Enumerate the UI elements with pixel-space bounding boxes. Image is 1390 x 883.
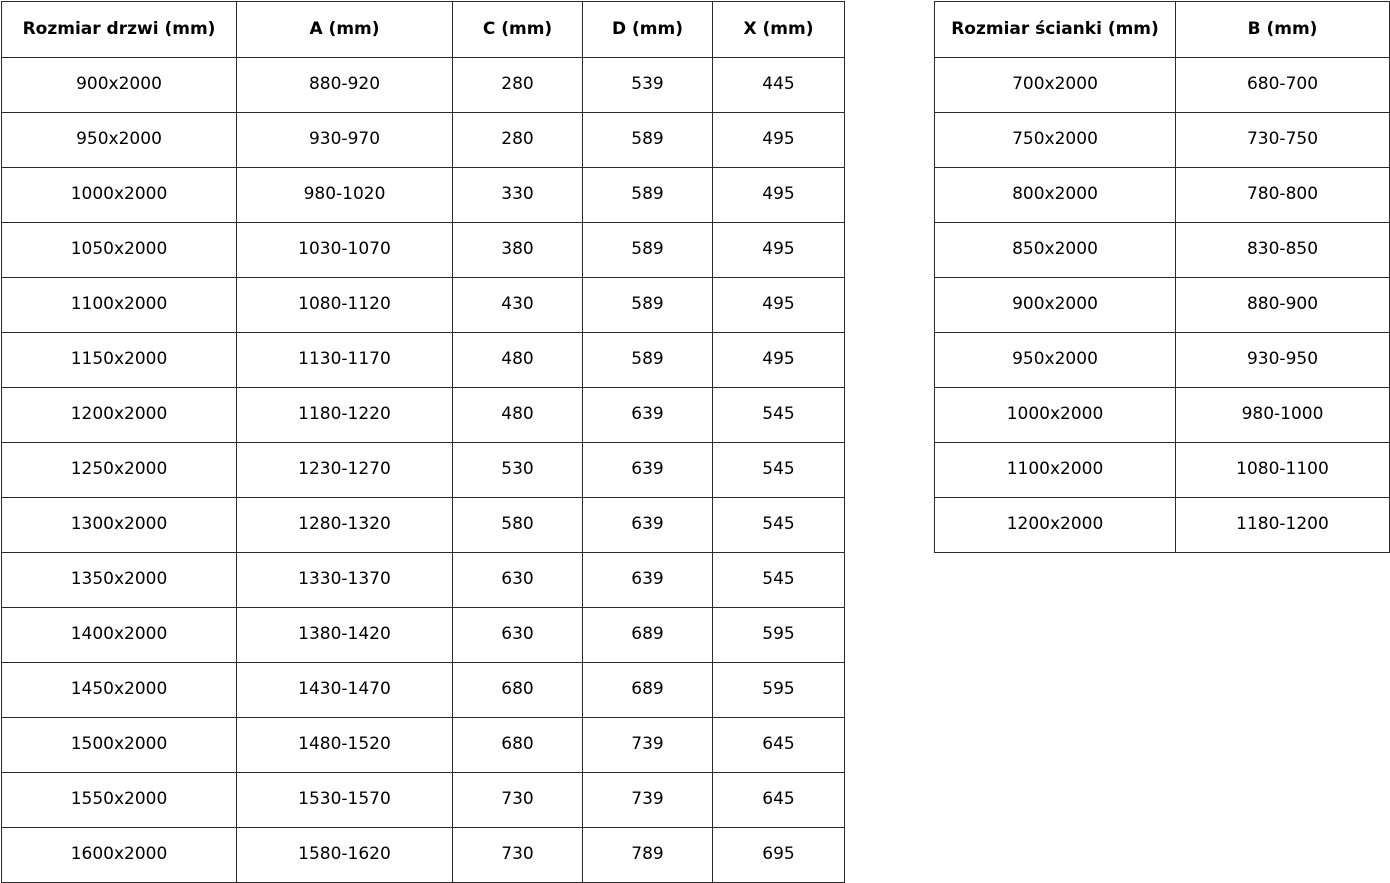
wall-table-body bbox=[935, 58, 1390, 553]
cell-a: 980-1020 bbox=[237, 168, 453, 223]
column-header-c: C (mm) bbox=[453, 2, 583, 58]
table-row bbox=[2, 828, 845, 883]
cell-d: 639 bbox=[583, 388, 713, 443]
cell-door-size: 1550x2000 bbox=[2, 773, 237, 828]
table-row bbox=[2, 553, 845, 608]
table-row bbox=[935, 58, 1390, 113]
table-row bbox=[935, 113, 1390, 168]
cell-c: 280 bbox=[453, 58, 583, 113]
cell-x: 495 bbox=[713, 278, 845, 333]
cell-door-size: 1300x2000 bbox=[2, 498, 237, 553]
cell-wall-size: 950x2000 bbox=[935, 333, 1176, 388]
cell-wall-size: 750x2000 bbox=[935, 113, 1176, 168]
cell-x: 695 bbox=[713, 828, 845, 883]
cell-d: 589 bbox=[583, 168, 713, 223]
table-row bbox=[2, 333, 845, 388]
column-header-wall-size: Rozmiar ścianki (mm) bbox=[935, 2, 1176, 58]
column-header-door-size: Rozmiar drzwi (mm) bbox=[2, 2, 237, 58]
cell-b: 880-900 bbox=[1176, 278, 1390, 333]
table-row bbox=[2, 663, 845, 718]
column-header-x: X (mm) bbox=[713, 2, 845, 58]
table-header-row bbox=[2, 2, 845, 58]
cell-x: 495 bbox=[713, 223, 845, 278]
table-row bbox=[2, 388, 845, 443]
cell-a: 1080-1120 bbox=[237, 278, 453, 333]
cell-b: 1080-1100 bbox=[1176, 443, 1390, 498]
cell-x: 595 bbox=[713, 608, 845, 663]
table-header-row bbox=[935, 2, 1390, 58]
cell-x: 645 bbox=[713, 773, 845, 828]
cell-door-size: 1450x2000 bbox=[2, 663, 237, 718]
cell-c: 580 bbox=[453, 498, 583, 553]
cell-c: 730 bbox=[453, 773, 583, 828]
cell-x: 545 bbox=[713, 553, 845, 608]
cell-a: 1530-1570 bbox=[237, 773, 453, 828]
door-dimensions-table bbox=[1, 1, 845, 883]
wall-dimensions-table bbox=[934, 1, 1390, 553]
cell-b: 730-750 bbox=[1176, 113, 1390, 168]
cell-c: 280 bbox=[453, 113, 583, 168]
cell-d: 589 bbox=[583, 278, 713, 333]
cell-c: 380 bbox=[453, 223, 583, 278]
cell-x: 645 bbox=[713, 718, 845, 773]
cell-door-size: 900x2000 bbox=[2, 58, 237, 113]
cell-d: 639 bbox=[583, 498, 713, 553]
cell-x: 495 bbox=[713, 113, 845, 168]
cell-c: 530 bbox=[453, 443, 583, 498]
cell-b: 980-1000 bbox=[1176, 388, 1390, 443]
table-row bbox=[2, 168, 845, 223]
table-row bbox=[935, 498, 1390, 553]
door-table-body bbox=[2, 58, 845, 883]
cell-c: 330 bbox=[453, 168, 583, 223]
cell-a: 930-970 bbox=[237, 113, 453, 168]
cell-a: 1230-1270 bbox=[237, 443, 453, 498]
table-row bbox=[2, 278, 845, 333]
table-row bbox=[2, 608, 845, 663]
cell-c: 730 bbox=[453, 828, 583, 883]
cell-door-size: 1100x2000 bbox=[2, 278, 237, 333]
cell-b: 680-700 bbox=[1176, 58, 1390, 113]
cell-c: 630 bbox=[453, 608, 583, 663]
cell-c: 680 bbox=[453, 663, 583, 718]
cell-door-size: 1150x2000 bbox=[2, 333, 237, 388]
table-row bbox=[2, 113, 845, 168]
cell-a: 880-920 bbox=[237, 58, 453, 113]
cell-a: 1280-1320 bbox=[237, 498, 453, 553]
table-row bbox=[935, 168, 1390, 223]
cell-door-size: 1050x2000 bbox=[2, 223, 237, 278]
cell-door-size: 1350x2000 bbox=[2, 553, 237, 608]
cell-a: 1480-1520 bbox=[237, 718, 453, 773]
table-row bbox=[935, 443, 1390, 498]
cell-a: 1580-1620 bbox=[237, 828, 453, 883]
cell-x: 545 bbox=[713, 443, 845, 498]
cell-a: 1430-1470 bbox=[237, 663, 453, 718]
cell-d: 689 bbox=[583, 663, 713, 718]
cell-door-size: 1500x2000 bbox=[2, 718, 237, 773]
table-row bbox=[935, 223, 1390, 278]
cell-door-size: 1250x2000 bbox=[2, 443, 237, 498]
cell-c: 480 bbox=[453, 388, 583, 443]
cell-door-size: 1200x2000 bbox=[2, 388, 237, 443]
cell-a: 1180-1220 bbox=[237, 388, 453, 443]
cell-c: 480 bbox=[453, 333, 583, 388]
cell-wall-size: 1200x2000 bbox=[935, 498, 1176, 553]
cell-door-size: 1600x2000 bbox=[2, 828, 237, 883]
cell-d: 789 bbox=[583, 828, 713, 883]
cell-door-size: 950x2000 bbox=[2, 113, 237, 168]
cell-d: 589 bbox=[583, 333, 713, 388]
cell-a: 1130-1170 bbox=[237, 333, 453, 388]
cell-d: 589 bbox=[583, 113, 713, 168]
table-row bbox=[935, 333, 1390, 388]
cell-d: 689 bbox=[583, 608, 713, 663]
table-row bbox=[935, 278, 1390, 333]
cell-a: 1380-1420 bbox=[237, 608, 453, 663]
column-header-b: B (mm) bbox=[1176, 2, 1390, 58]
cell-b: 1180-1200 bbox=[1176, 498, 1390, 553]
wall-table-header bbox=[935, 2, 1390, 58]
table-row bbox=[2, 498, 845, 553]
cell-wall-size: 900x2000 bbox=[935, 278, 1176, 333]
cell-d: 589 bbox=[583, 223, 713, 278]
cell-wall-size: 1000x2000 bbox=[935, 388, 1176, 443]
cell-a: 1030-1070 bbox=[237, 223, 453, 278]
cell-d: 639 bbox=[583, 553, 713, 608]
cell-b: 830-850 bbox=[1176, 223, 1390, 278]
cell-d: 739 bbox=[583, 718, 713, 773]
cell-c: 680 bbox=[453, 718, 583, 773]
cell-door-size: 1400x2000 bbox=[2, 608, 237, 663]
cell-a: 1330-1370 bbox=[237, 553, 453, 608]
door-table-header bbox=[2, 2, 845, 58]
cell-c: 430 bbox=[453, 278, 583, 333]
cell-x: 445 bbox=[713, 58, 845, 113]
cell-c: 630 bbox=[453, 553, 583, 608]
cell-d: 739 bbox=[583, 773, 713, 828]
table-row bbox=[935, 388, 1390, 443]
column-header-d: D (mm) bbox=[583, 2, 713, 58]
cell-wall-size: 800x2000 bbox=[935, 168, 1176, 223]
table-row bbox=[2, 443, 845, 498]
cell-wall-size: 700x2000 bbox=[935, 58, 1176, 113]
cell-b: 930-950 bbox=[1176, 333, 1390, 388]
cell-wall-size: 1100x2000 bbox=[935, 443, 1176, 498]
table-row bbox=[2, 773, 845, 828]
cell-x: 545 bbox=[713, 498, 845, 553]
table-row bbox=[2, 718, 845, 773]
cell-x: 595 bbox=[713, 663, 845, 718]
cell-d: 539 bbox=[583, 58, 713, 113]
cell-wall-size: 850x2000 bbox=[935, 223, 1176, 278]
cell-x: 495 bbox=[713, 168, 845, 223]
cell-b: 780-800 bbox=[1176, 168, 1390, 223]
column-header-a: A (mm) bbox=[237, 2, 453, 58]
table-row bbox=[2, 58, 845, 113]
cell-d: 639 bbox=[583, 443, 713, 498]
cell-x: 545 bbox=[713, 388, 845, 443]
cell-door-size: 1000x2000 bbox=[2, 168, 237, 223]
cell-x: 495 bbox=[713, 333, 845, 388]
table-row bbox=[2, 223, 845, 278]
